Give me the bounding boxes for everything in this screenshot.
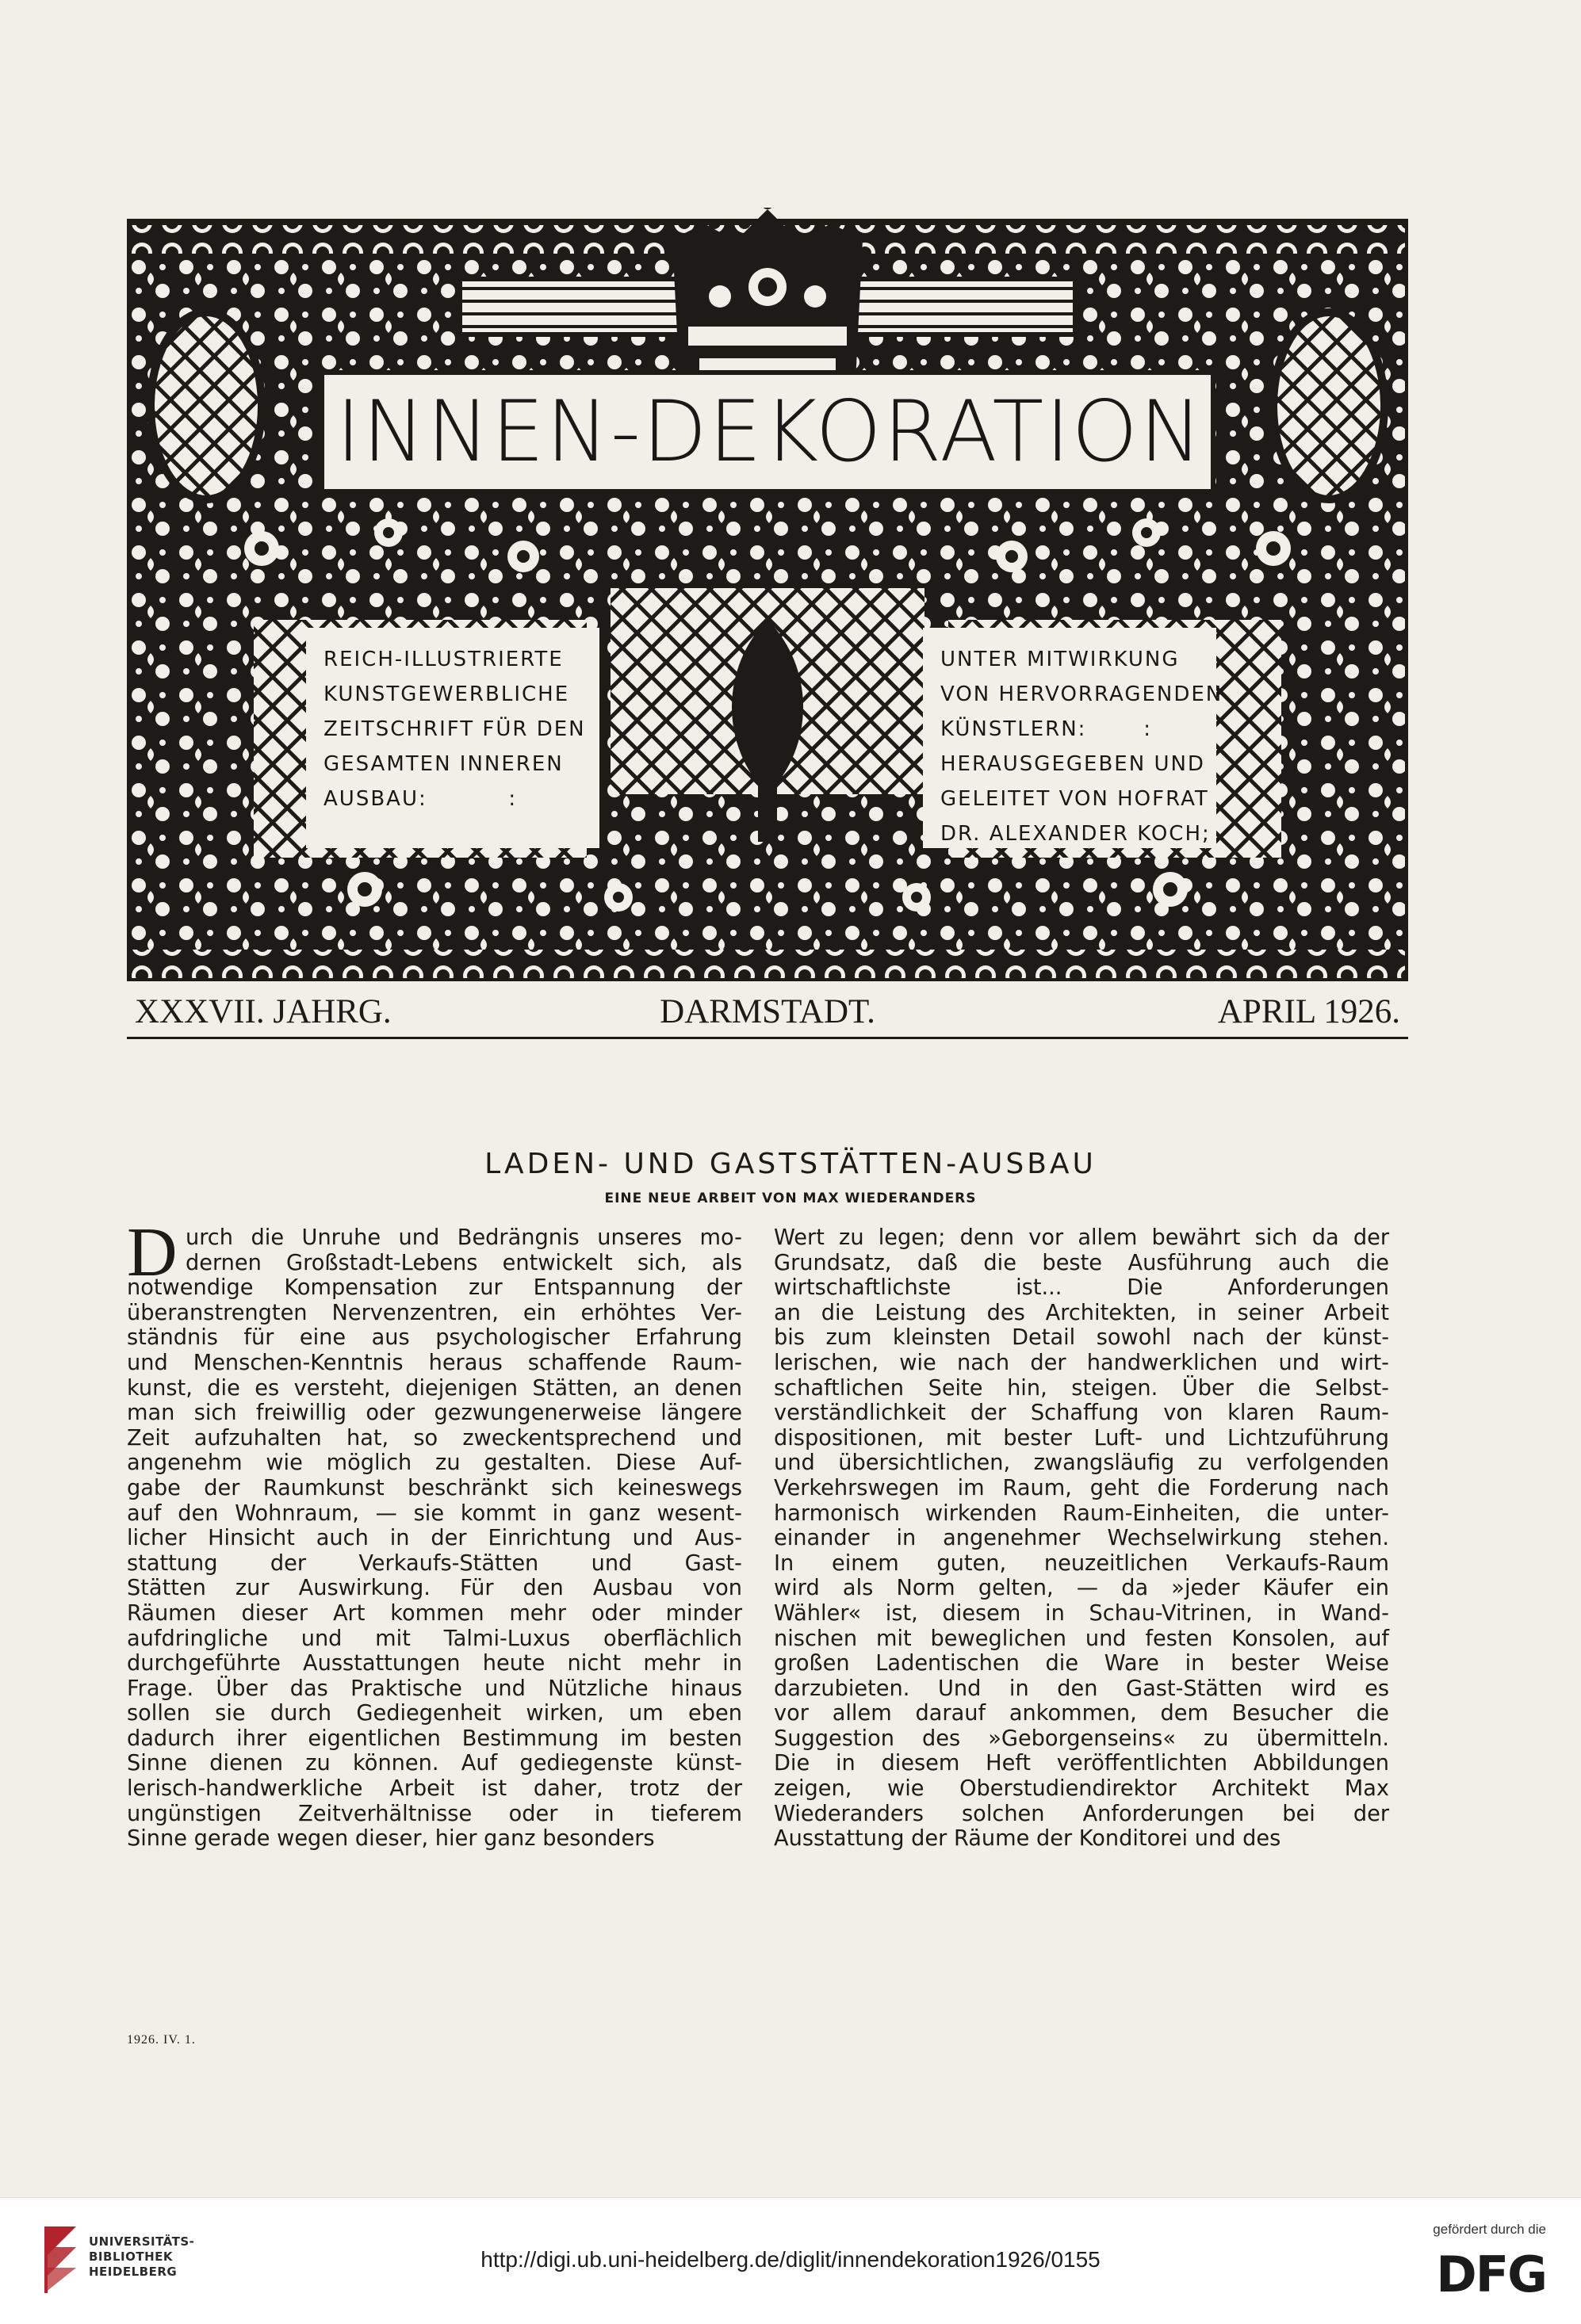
article-title: LADEN- UND GASTSTÄTTEN-AUSBAU — [484, 1148, 1097, 1180]
left-box-line: KUNSTGEWERBLICHE — [323, 682, 570, 706]
issue-volume: XXXVII. JAHRG. — [135, 993, 392, 1030]
text-line: und übersichtlichen, zwangsläufig zu verfolgenden — [774, 1451, 1389, 1476]
masthead — [127, 208, 1408, 981]
dfg-logo: DFG — [1436, 2246, 1546, 2303]
right-box-line: GELEITET VON HOFRAT — [940, 787, 1209, 811]
text-line: Wert zu legen; denn vor allem bewährt sich da der — [774, 1225, 1389, 1250]
article-column-left — [127, 1214, 742, 1852]
right-box-line: KÜNSTLERN: : — [940, 717, 1153, 741]
text-line: In einem guten, neuzeitlichen Verkaufs-Raum — [774, 1550, 1389, 1576]
article-column-right — [774, 1225, 1389, 1852]
text-line: sollen sie durch Gediegenheit wirken, um eben — [127, 1701, 742, 1726]
right-box-line: VON HERVORRAGENDEN — [940, 682, 1223, 706]
library-name-line: HEIDELBERG — [89, 2265, 178, 2279]
text-line: ständnis für eine aus psychologischer Erfahrung — [127, 1325, 742, 1351]
text-line: dadurch ihrer eigentlichen Bestimmung im besten — [127, 1726, 742, 1751]
text-line: zeigen, wie Oberstudiendirektor Architekt Max — [774, 1776, 1389, 1802]
text-line: wird als Norm gelten, — da »jeder Käufer ein — [774, 1576, 1389, 1601]
text-line: dispositionen, mit bester Luft- und Lichtzuführung — [774, 1425, 1389, 1451]
text-line: Stätten zur Auswirkung. Für den Ausbau von — [127, 1576, 742, 1601]
text-line: lerisch-handwerkliche Arbeit ist daher, trotz der — [127, 1776, 742, 1802]
masthead-left-box — [306, 628, 599, 848]
dfg-caption: gefördert durch die — [1433, 2222, 1546, 2237]
masthead-right-box — [923, 628, 1223, 848]
text-line: und Menschen-Kenntnis heraus schaffende Raum- — [127, 1350, 742, 1375]
text-line: Räumen dieser Art kommen mehr oder minder — [127, 1600, 742, 1626]
text-line: urch die Unruhe und Bedrängnis unseres mo- — [186, 1225, 742, 1250]
masthead-issue-line — [127, 991, 1408, 1039]
text-line: überanstrengten Nervenzentren, ein erhöhtes Ver- — [127, 1300, 742, 1325]
right-box-line: DR. ALEXANDER KOCH; — [940, 822, 1211, 846]
issue-place: DARMSTADT. — [660, 993, 875, 1030]
text-line: schaftlichen Seite hin, steigen. Über die Selbst- — [774, 1375, 1389, 1401]
text-line: einander in angenehmer Wechselwirkung stehen. — [774, 1526, 1389, 1551]
left-box-line: GESAMTEN INNEREN — [323, 752, 564, 776]
text-line: man sich freiwillig oder gezwungenerweise längere — [127, 1401, 742, 1426]
library-name-line: UNIVERSITÄTS- — [89, 2234, 195, 2249]
article-subtitle: EINE NEUE ARBEIT VON MAX WIEDERANDERS — [604, 1191, 977, 1206]
permalink-url[interactable]: http://digi.ub.uni-heidelberg.de/diglit/innendekoration1926/0155 — [480, 2247, 1101, 2272]
page-reference: 1926. IV. 1. — [127, 2033, 196, 2047]
text-line: angenehm wie möglich zu gestalten. Diese Auf- — [127, 1451, 742, 1476]
text-line: bis zum kleinsten Detail sowohl nach der künst- — [774, 1325, 1389, 1351]
text-line: Frage. Über das Praktische und Nützliche hinaus — [127, 1676, 742, 1701]
text-line: wirtschaftlichste ist... Die Anforderungen — [774, 1275, 1389, 1301]
text-line: licher Hinsicht auch in der Einrichtung und Aus- — [127, 1526, 742, 1551]
text-line: verständlichkeit der Schaffung von klaren Raum- — [774, 1401, 1389, 1426]
left-box-line: REICH-ILLUSTRIERTE — [323, 648, 564, 671]
drop-cap: D — [127, 1214, 178, 1291]
right-box-line: UNTER MITWIRKUNG — [940, 648, 1180, 671]
text-line: stattung der Verkaufs-Stätten und Gast- — [127, 1550, 742, 1576]
text-line: Wiederanders solchen Anforderungen bei der — [774, 1801, 1389, 1826]
text-line: an die Leistung des Architekten, in seiner Arbeit — [774, 1300, 1389, 1325]
text-line: Sinne dienen zu können. Auf gediegenste künst- — [127, 1751, 742, 1776]
text-line: darzubieten. Und in den Gast-Stätten wird es — [774, 1676, 1389, 1701]
text-line: Suggestion des »Geborgenseins« zu übermitteln. — [774, 1726, 1389, 1751]
text-line: Zeit aufzuhalten hat, so zweckentsprechend und — [127, 1425, 742, 1451]
text-line: Grundsatz, daß die beste Ausführung auch die — [774, 1250, 1389, 1275]
text-line: lerischen, wie nach der handwerklichen und wirt- — [774, 1350, 1389, 1375]
text-line: notwendige Kompensation zur Entspannung der — [127, 1275, 742, 1301]
text-line: durchgeführte Ausstattungen heute nicht mehr in — [127, 1651, 742, 1676]
text-line: Verkehrswegen im Raum, geht die Forderung nach — [774, 1475, 1389, 1500]
text-line: nischen mit beweglichen und festen Konsolen, auf — [774, 1626, 1389, 1651]
issue-date: APRIL 1926. — [1217, 993, 1400, 1030]
text-line: harmonisch wirkenden Raum-Einheiten, die unter- — [774, 1500, 1389, 1526]
digitization-footer — [0, 2197, 1581, 2324]
text-line: vor allem darauf ankommen, dem Besucher die — [774, 1701, 1389, 1726]
text-line: dernen Großstadt-Lebens entwickelt sich, als — [186, 1250, 742, 1275]
text-line: Ausstattung der Räume der Konditorei und des — [774, 1826, 1281, 1852]
text-line: kunst, die es versteht, diejenigen Stätten, an denen — [127, 1375, 742, 1401]
text-line: aufdringliche und mit Talmi-Luxus oberflächlich — [127, 1626, 742, 1651]
magazine-title: INNEN-DEKORATION — [335, 383, 1204, 480]
text-line: ungünstigen Zeitverhältnisse oder in tieferem — [127, 1801, 742, 1826]
text-line: Die in diesem Heft veröffentlichten Abbildungen — [774, 1751, 1389, 1776]
text-line: Wähler« ist, diesem in Schau-Vitrinen, in Wand- — [774, 1600, 1389, 1626]
text-line: Sinne gerade wegen dieser, hier ganz besonders — [127, 1826, 655, 1852]
lace-ornament-frame — [127, 208, 1408, 981]
text-line: gabe der Raumkunst beschränkt sich keineswegs — [127, 1475, 742, 1500]
text-line: großen Ladentischen die Ware in bester Weise — [774, 1651, 1389, 1676]
left-box-line: AUSBAU: : — [323, 787, 518, 811]
library-name-line: BIBLIOTHEK — [89, 2249, 173, 2264]
left-box-line: ZEITSCHRIFT FÜR DEN — [323, 717, 586, 741]
text-line: auf den Wohnraum, — sie kommt in ganz wesent- — [127, 1500, 742, 1526]
right-box-line: HERAUSGEGEBEN UND — [940, 752, 1205, 776]
